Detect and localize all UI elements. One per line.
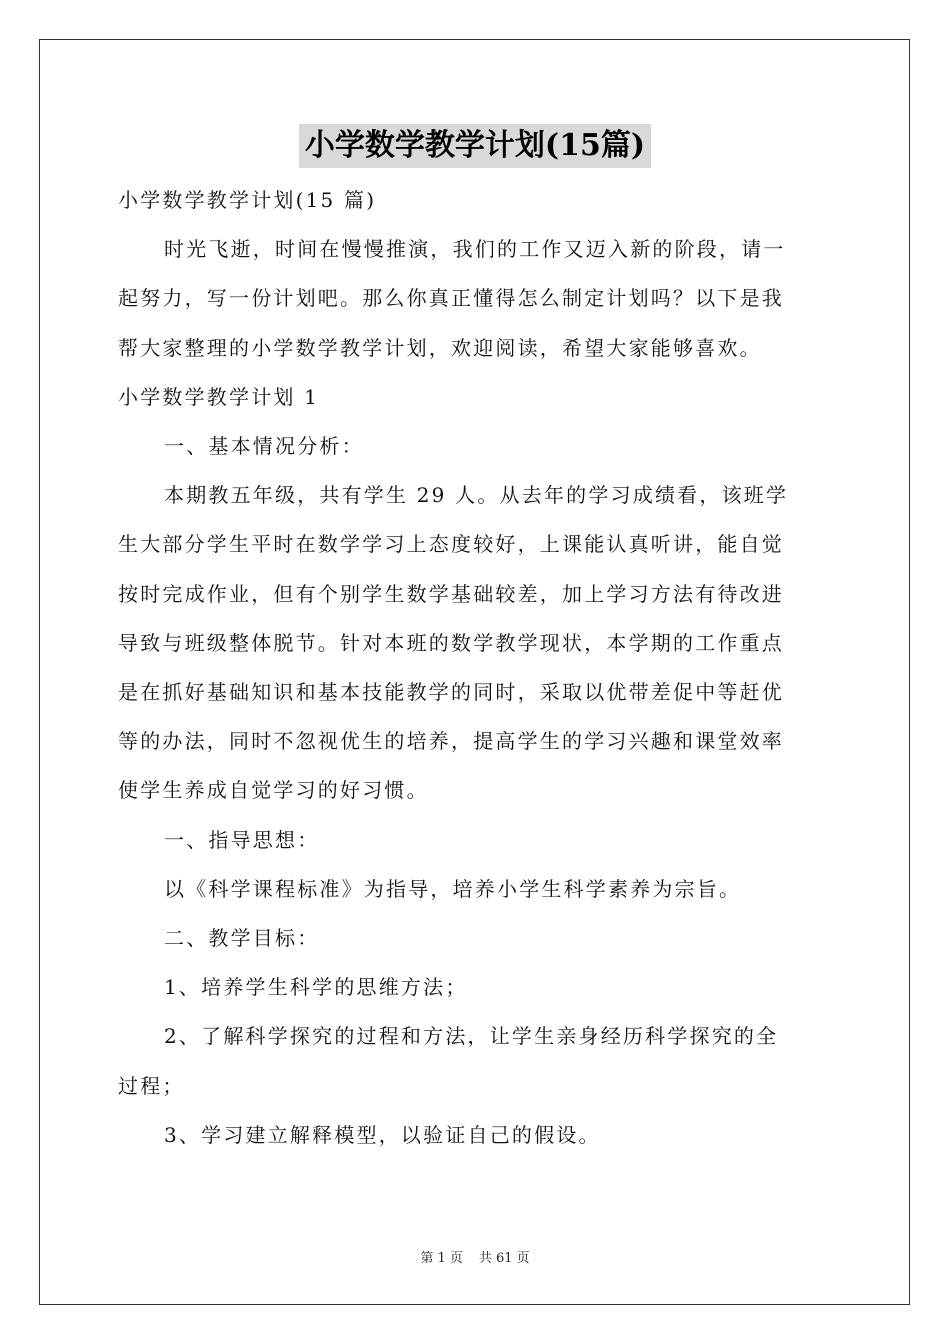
page-footer: [0, 1247, 950, 1266]
heading-basic-analysis: 一、基本情况分析：: [164, 434, 364, 459]
page-total: 共 61 页: [478, 1251, 530, 1266]
goal-line-1: 1、培养学生科学的思维方法；: [164, 975, 468, 1000]
intro-line-1: 时光飞逝，时间在慢慢推演，我们的工作又迈入新的阶段，请一: [164, 237, 786, 262]
basic-line-1: 本期教五年级，共有学生 29 人。从去年的学习成绩看，该班学: [164, 483, 789, 508]
basic-line-4: 导致与班级整体脱节。针对本班的数学教学现状，本学期的工作重点: [118, 630, 784, 655]
goal-line-2a: 2、了解科学探究的过程和方法，让学生亲身经历科学探究的全: [164, 1024, 779, 1049]
guide-line-1: 以《科学课程标准》为指导，培养小学生科学素养为宗旨。: [164, 876, 742, 901]
basic-line-6: 等的办法，同时不忽视优生的培养，提高学生的学习兴趣和课堂效率: [118, 729, 784, 754]
section-heading-1: 小学数学教学计划 1: [118, 384, 320, 409]
basic-line-7: 使学生养成自觉学习的好习惯。: [118, 778, 429, 803]
intro-line-2: 起努力，写一份计划吧。那么你真正懂得怎么制定计划吗？以下是我: [118, 286, 784, 311]
basic-line-3: 按时完成作业，但有个别学生数学基础较差，加上学习方法有待改进: [118, 581, 784, 606]
goal-line-2b: 过程；: [118, 1073, 185, 1098]
document-subtitle: 小学数学教学计划(15 篇): [118, 188, 377, 212]
basic-line-5: 是在抓好基础知识和基本技能教学的同时，采取以优带差促中等赶优: [118, 680, 784, 705]
document-body: [118, 176, 834, 1160]
heading-guiding-thought: 一、指导思想：: [164, 827, 320, 852]
heading-teaching-goals: 二、教学目标：: [164, 926, 320, 951]
basic-line-2: 生大部分学生平时在数学学习上态度较好，上课能认真听讲，能自觉: [118, 532, 784, 557]
intro-line-3: 帮大家整理的小学数学教学计划，欢迎阅读，希望大家能够喜欢。: [118, 335, 762, 360]
document-title: 小学数学教学计划(15篇): [299, 124, 651, 168]
page-number: 第 1 页: [420, 1251, 463, 1266]
goal-line-3: 3、学习建立解释模型，以验证自己的假设。: [164, 1122, 601, 1147]
title-wrap: [0, 124, 950, 168]
